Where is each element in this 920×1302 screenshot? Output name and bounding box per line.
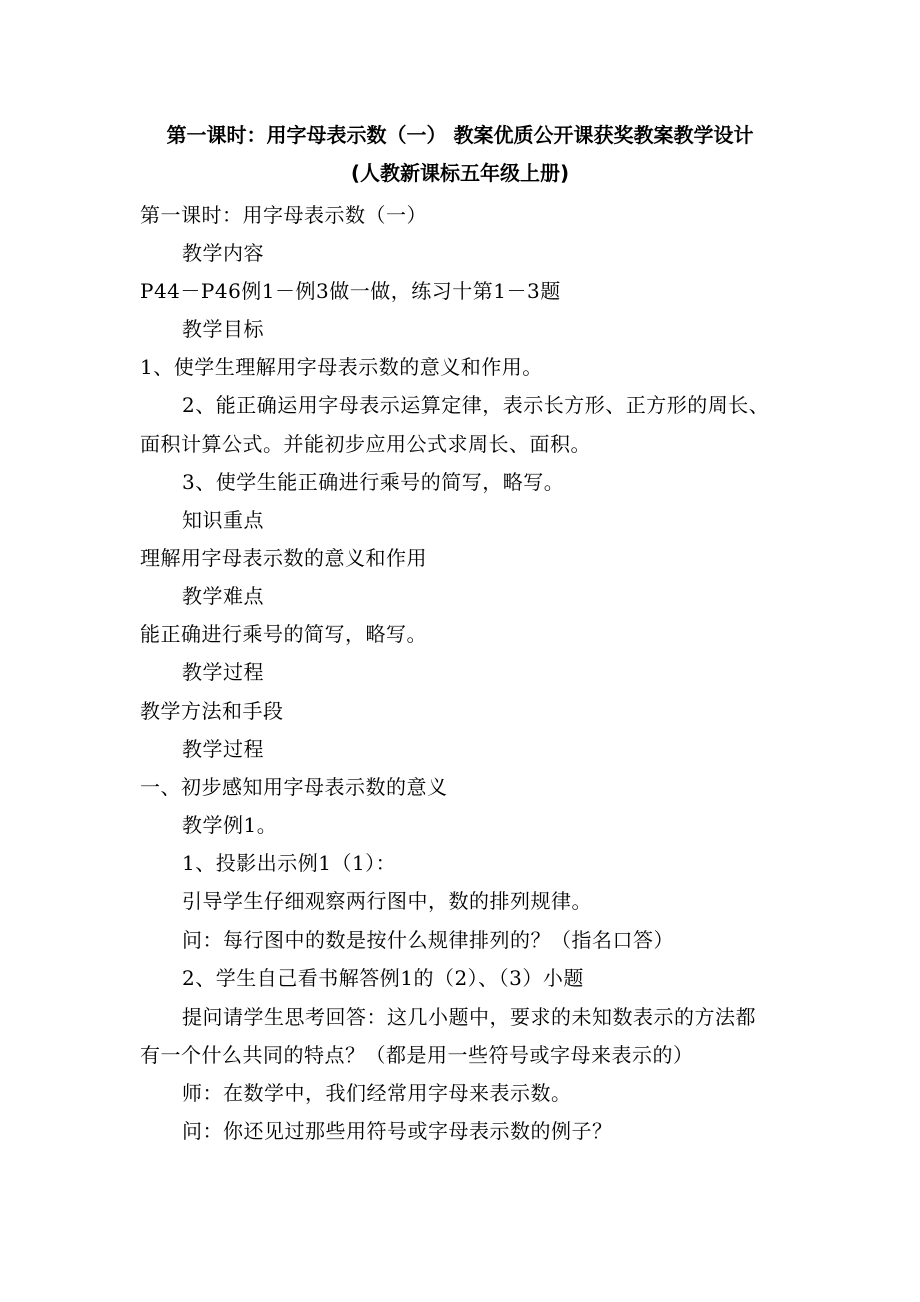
heading-teaching-content: 教学内容 xyxy=(182,241,264,265)
document-title: 第一课时：用字母表示数（一） 教案优质公开课获奖教案教学设计 xyxy=(166,123,754,147)
text-line-step-1: 1、投影出示例1（1）： xyxy=(182,851,397,875)
text-line-goal-2: 2、能正确运用字母表示运算定律，表示长方形、正方形的周长、 xyxy=(182,393,770,417)
heading-teaching-process-2: 教学过程 xyxy=(182,737,264,761)
heading-difficulties: 教学难点 xyxy=(182,584,264,608)
text-line-goal-2-cont: 面积计算公式。并能初步应用公式求周长、面积。 xyxy=(140,432,591,456)
text-line-key-points: 理解用字母表示数的意义和作用 xyxy=(140,546,427,570)
text-line-step-2: 2、学生自己看书解答例1的（2）、（3）小题 xyxy=(182,966,584,990)
heading-key-points: 知识重点 xyxy=(182,508,264,532)
text-line-goal-1: 1、使学生理解用字母表示数的意义和作用。 xyxy=(140,355,543,379)
text-line-section-1: 一、初步感知用字母表示数的意义 xyxy=(140,775,448,799)
text-line-prompt: 提问请学生思考回答：这几小题中，要求的未知数表示的方法都 xyxy=(182,1005,756,1029)
heading-teaching-process: 教学过程 xyxy=(182,660,264,684)
text-line-teacher: 师：在数学中，我们经常用字母来表示数。 xyxy=(182,1081,572,1105)
text-line-pages: P44－P46例1－例3做一做，练习十第1－3题 xyxy=(140,279,561,303)
text-line-question-1: 问：每行图中的数是按什么规律排列的？（指名口答） xyxy=(182,928,674,952)
text-line-methods: 教学方法和手段 xyxy=(140,699,284,723)
text-line-example-1: 教学例1。 xyxy=(182,813,278,837)
text-line-guide: 引导学生仔细观察两行图中，数的排列规律。 xyxy=(182,889,592,913)
text-line-prompt-cont: 有一个什么共同的特点？（都是用一些符号或字母来表示的） xyxy=(140,1043,694,1067)
heading-teaching-goals: 教学目标 xyxy=(182,317,264,341)
text-line-difficulties: 能正确进行乘号的简写，略写。 xyxy=(140,622,427,646)
text-line-goal-3: 3、使学生能正确进行乘号的简写，略写。 xyxy=(182,470,565,494)
document-subtitle: (人教新课标五年级上册) xyxy=(350,161,570,185)
text-line-lesson-title: 第一课时：用字母表示数（一） xyxy=(140,203,427,227)
text-line-question-2: 问：你还见过那些用符号或字母表示数的例子？ xyxy=(182,1119,613,1143)
